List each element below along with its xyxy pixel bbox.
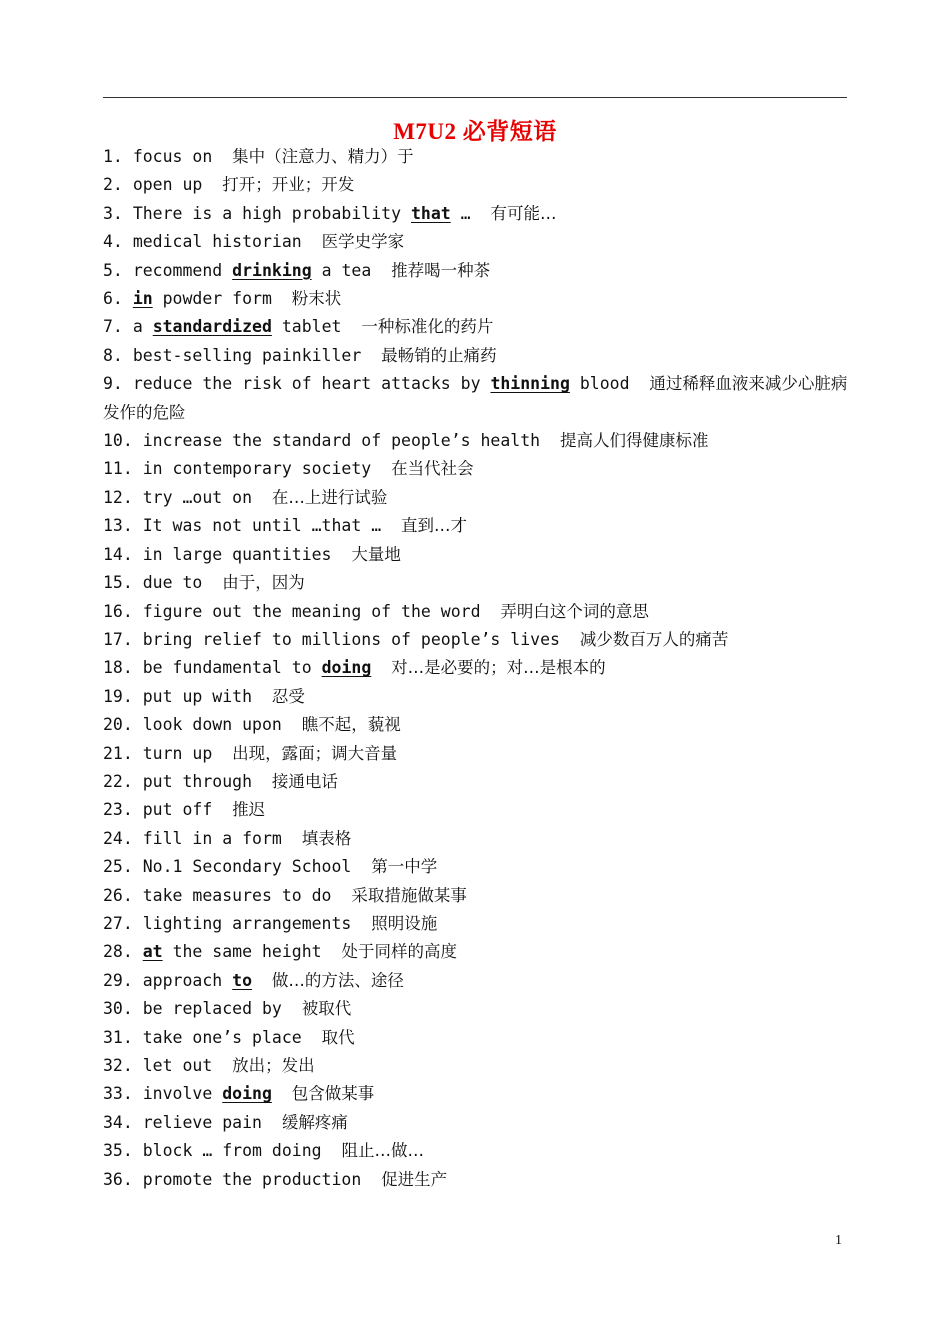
phrase-translation: 对…是必要的；对…是根本的 [391,658,606,678]
phrase-text: let out [142,1056,213,1075]
phrase-translation: 推荐喝一种茶 [391,260,491,280]
phrase-translation: 瞧不起，藐视 [301,715,401,735]
phrase-keyword: drinking [232,260,312,280]
phrase-translation: 打开；开业；开发 [222,175,355,195]
list-item [103,1080,851,1108]
phrase-translation: 弄明白这个词的意思 [500,601,649,621]
phrase-translation: 在…上进行试验 [271,487,388,507]
item-number: 34. [103,1112,133,1132]
item-number: 5. [103,260,123,280]
item-number: 30. [103,999,133,1019]
list-item [103,853,851,881]
phrase-text-after: powder form [162,289,272,309]
phrase-text: promote the production [142,1169,362,1189]
phrase-translation: 采取措施做某事 [351,885,467,905]
item-number: 13. [103,516,133,536]
phrase-translation: 医学史学家 [321,232,405,252]
phrase-text-after: a tea [321,260,372,280]
list-item [103,967,851,995]
list-item [103,569,851,597]
item-number: 2. [103,175,123,195]
phrase-text: medical historian [132,232,302,252]
phrase-text: in large quantities [142,544,332,564]
item-number: 35. [103,1141,133,1161]
item-number: 18. [103,658,133,678]
phrase-text: try …out on [142,487,253,507]
phrase-keyword: that [410,203,451,223]
phrase-translation: 一种标准化的药片 [361,317,494,337]
item-number: 7. [103,317,123,337]
phrase-text: take measures to do [142,885,332,905]
phrase-text: take one’s place [142,1027,302,1047]
item-number: 10. [103,431,133,451]
phrase-text: a [132,317,143,337]
list-item [103,1024,851,1052]
item-number: 17. [103,629,133,649]
phrase-text-after: the same height [172,942,322,962]
item-number: 12. [103,487,133,507]
phrase-translation: 通过稀释血液来减少心脏病发作的危险 [103,374,848,422]
item-number: 16. [103,601,133,621]
item-number: 24. [103,828,133,848]
item-number: 27. [103,913,133,933]
phrase-text: block … from doing [142,1141,322,1161]
list-item [103,285,851,313]
item-number: 26. [103,885,133,905]
list-item [103,228,851,256]
phrase-text: lighting arrangements [142,913,352,933]
item-number: 31. [103,1027,133,1047]
list-item [103,938,851,966]
phrase-text: put through [142,771,253,791]
list-item [103,370,851,427]
list-item [103,143,851,171]
list-item [103,768,851,796]
list-item [103,995,851,1023]
list-item [103,541,851,569]
list-item [103,1109,851,1137]
phrase-text-after: tablet [281,317,342,337]
item-number: 4. [103,232,123,252]
phrase-translation: 缓解疼痛 [281,1112,348,1132]
item-number: 25. [103,857,133,877]
item-number: 29. [103,970,133,990]
phrase-text: in contemporary society [142,459,372,479]
phrase-text: look down upon [142,715,282,735]
document-title: M7U2 必背短语 [393,119,557,144]
list-item [103,683,851,711]
phrase-text: approach [142,970,223,990]
phrase-translation: 有可能… [490,203,557,223]
list-item [103,740,851,768]
item-number: 23. [103,800,133,820]
list-item [103,200,851,228]
phrase-text: best-selling painkiller [132,345,362,365]
list-item [103,598,851,626]
item-number: 15. [103,573,133,593]
phrase-keyword: standardized [152,317,272,337]
phrase-translation: 在当代社会 [391,459,474,479]
phrase-text: recommend [132,260,223,280]
phrase-list [103,143,851,1194]
phrase-translation: 照明设施 [371,913,438,933]
item-number: 3. [103,203,123,223]
phrase-text: open up [132,175,203,195]
list-item [103,1052,851,1080]
list-item [103,313,851,341]
phrase-keyword: to [232,970,253,990]
phrase-text: There is a high probability [132,203,402,223]
list-item [103,427,851,455]
list-item [103,711,851,739]
phrase-keyword: doing [222,1084,272,1104]
phrase-text: put off [142,800,213,820]
phrase-text: due to [142,573,203,593]
phrase-translation: 提高人们得健康标准 [559,431,709,451]
phrase-translation: 由于，因为 [222,573,305,593]
phrase-text: figure out the meaning of the word [142,601,481,621]
header-rule [103,97,847,98]
list-item [103,171,851,199]
list-item [103,455,851,483]
phrase-text: be replaced by [142,999,282,1019]
list-item [103,342,851,370]
list-item [103,626,851,654]
item-number: 22. [103,771,133,791]
item-number: 19. [103,686,133,706]
phrase-text: fill in a form [142,828,282,848]
item-number: 33. [103,1084,133,1104]
list-item [103,825,851,853]
phrase-translation: 放出；发出 [232,1056,315,1075]
phrase-keyword: thinning [490,374,570,394]
item-number: 32. [103,1056,133,1075]
phrase-translation: 促进生产 [381,1169,448,1189]
phrase-text: focus on [132,147,213,166]
list-item [103,910,851,938]
phrase-text: turn up [142,743,213,763]
phrase-text-after: blood [579,374,630,394]
item-number: 11. [103,459,133,479]
item-number: 21. [103,743,133,763]
item-number: 28. [103,942,133,962]
phrase-translation: 第一中学 [371,857,438,877]
phrase-text-after: … [460,203,471,223]
phrase-translation: 做…的方法、途径 [271,970,404,990]
list-item [103,257,851,285]
phrase-translation: 直到…才 [401,516,468,536]
phrase-text: increase the standard of people’s health [142,431,541,451]
list-item [103,1166,851,1194]
phrase-text: reduce the risk of heart attacks by [132,374,481,394]
list-item [103,512,851,540]
item-number: 20. [103,715,133,735]
phrase-translation: 集中（注意力、精力）于 [232,147,414,166]
phrase-translation: 取代 [321,1027,355,1047]
phrase-keyword: doing [321,658,372,678]
phrase-translation: 粉末状 [291,289,342,309]
phrase-translation: 最畅销的止痛药 [381,345,497,365]
list-item [103,882,851,910]
phrase-text: bring relief to millions of people’s lives [142,629,560,649]
list-item [103,1137,851,1165]
phrase-translation: 被取代 [301,999,352,1019]
phrase-text: involve [142,1084,213,1104]
item-number: 36. [103,1169,133,1189]
phrase-translation: 减少数百万人的痛苦 [579,629,729,649]
phrase-translation: 阻止…做… [341,1141,424,1161]
item-number: 9. [103,374,123,394]
phrase-text: put up with [142,686,253,706]
phrase-translation: 推迟 [232,800,266,820]
phrase-keyword: in [132,289,153,309]
page-number: 1 [835,1233,842,1248]
phrase-translation: 处于同样的高度 [341,942,457,962]
item-number: 8. [103,345,123,365]
phrase-translation: 接通电话 [271,771,338,791]
list-item [103,654,851,682]
phrase-translation: 出现，露面；调大音量 [232,743,398,763]
phrase-translation: 忍受 [271,686,305,706]
phrase-translation: 包含做某事 [291,1084,375,1104]
phrase-text: No.1 Secondary School [142,857,352,877]
phrase-text: It was not until …that … [142,516,382,536]
phrase-translation: 大量地 [351,544,401,564]
phrase-keyword: at [142,942,163,962]
phrase-text: relieve pain [142,1112,262,1132]
item-number: 14. [103,544,133,564]
list-item [103,796,851,824]
phrase-text: be fundamental to [142,658,312,678]
phrase-translation: 填表格 [301,828,352,848]
item-number: 1. [103,147,123,166]
list-item [103,484,851,512]
item-number: 6. [103,289,123,309]
